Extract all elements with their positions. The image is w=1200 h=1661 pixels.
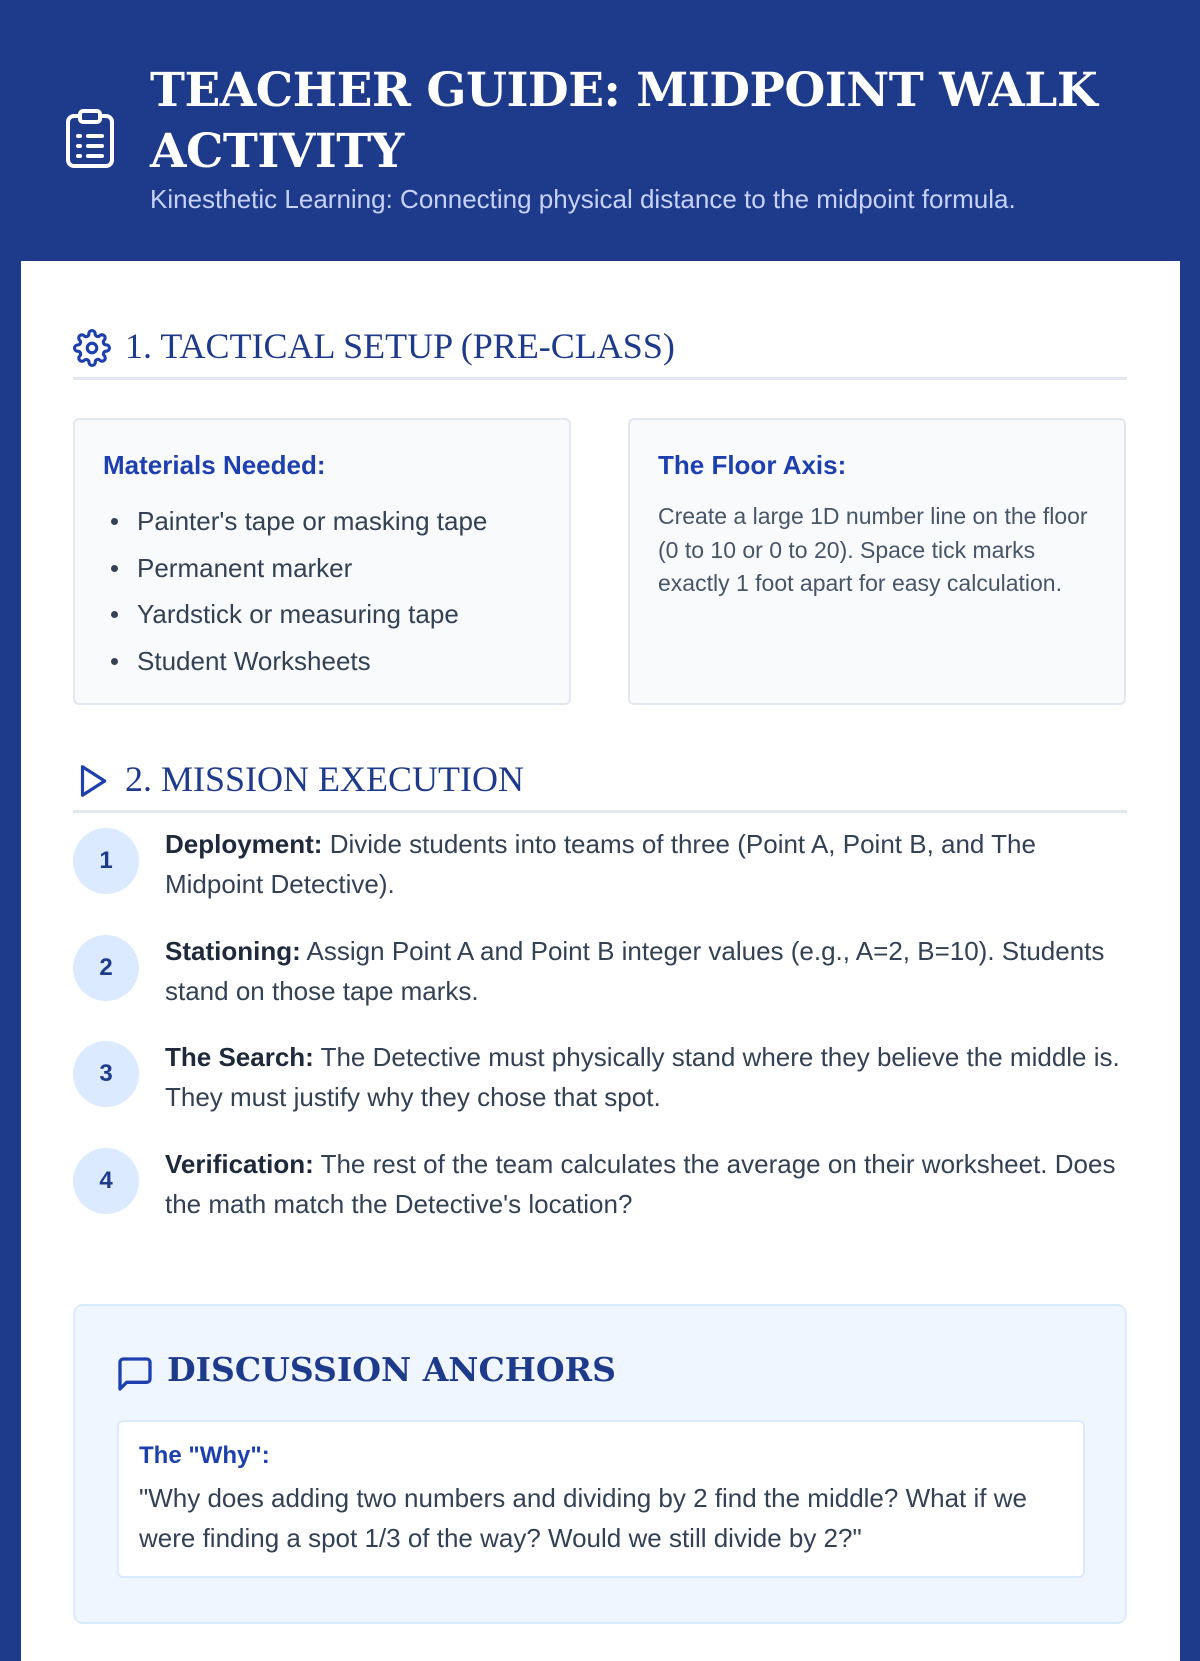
floor-axis-title: The Floor Axis: bbox=[658, 450, 847, 480]
step-text bbox=[165, 1144, 1125, 1224]
step-item bbox=[73, 1041, 1133, 1141]
step-item bbox=[73, 828, 1133, 928]
discussion-panel bbox=[73, 1304, 1127, 1624]
step-item bbox=[73, 935, 1133, 1035]
step-text bbox=[165, 1037, 1125, 1117]
why-label: The "Why": bbox=[139, 1442, 270, 1469]
step-number: 3 bbox=[73, 1041, 139, 1107]
step-text bbox=[165, 931, 1125, 1011]
step-label: The Search: bbox=[165, 1042, 314, 1072]
floor-axis-text: Create a large 1D number line on the floor (0 to 10 or 0 to 20). Space tick marks exactly 1 foot apart for easy calculation. bbox=[658, 503, 1088, 596]
materials-box bbox=[73, 418, 571, 705]
content-card bbox=[21, 261, 1180, 1661]
step-description: The rest of the team calculates the average on their worksheet. Does the math match the Detective's location? bbox=[165, 1149, 1116, 1219]
clipboard-icon bbox=[64, 108, 118, 170]
gear-icon bbox=[73, 329, 111, 367]
why-box bbox=[117, 1420, 1085, 1578]
step-label: Deployment: bbox=[165, 829, 323, 859]
list-item: Student Worksheets bbox=[107, 638, 487, 685]
step-label: Stationing: bbox=[165, 936, 301, 966]
list-item: Yardstick or measuring tape bbox=[107, 591, 487, 638]
materials-list bbox=[107, 498, 487, 684]
step-description: Assign Point A and Point B integer values (e.g., A=2, B=10). Students stand on those tape marks. bbox=[165, 936, 1105, 1006]
list-item: Painter's tape or masking tape bbox=[107, 498, 487, 545]
step-number: 1 bbox=[73, 828, 139, 894]
section-execution-header bbox=[73, 752, 1127, 813]
play-icon bbox=[73, 762, 111, 800]
why-text: "Why does adding two numbers and dividing by 2 find the middle? What if we were finding a spot 1/3 of the way? Would we still divide by 2?" bbox=[139, 1483, 1027, 1553]
page-subtitle: Kinesthetic Learning: Connecting physical distance to the midpoint formula. bbox=[150, 184, 1016, 214]
section-setup-title: 1. TACTICAL SETUP (PRE-CLASS) bbox=[125, 326, 675, 366]
step-description: The Detective must physically stand where they believe the middle is. They must justify why they chose that spot. bbox=[165, 1042, 1120, 1112]
step-number: 4 bbox=[73, 1148, 139, 1214]
step-text bbox=[165, 824, 1125, 904]
floor-axis-box bbox=[628, 418, 1126, 705]
page-title: TEACHER GUIDE: MIDPOINT WALK ACTIVITY bbox=[150, 63, 1098, 179]
step-number: 2 bbox=[73, 935, 139, 1001]
section-setup-header bbox=[73, 319, 1127, 380]
step-item bbox=[73, 1148, 1133, 1248]
step-description: Divide students into teams of three (Point A, Point B, and The Midpoint Detective). bbox=[165, 829, 1036, 899]
discussion-title: DISCUSSION ANCHORS bbox=[167, 1350, 616, 1389]
list-item: Permanent marker bbox=[107, 545, 487, 592]
materials-title: Materials Needed: bbox=[103, 450, 326, 480]
step-label: Verification: bbox=[165, 1149, 314, 1179]
speech-bubble-icon bbox=[115, 1354, 155, 1394]
section-execution-title: 2. MISSION EXECUTION bbox=[125, 759, 524, 799]
page-header bbox=[0, 0, 1200, 260]
